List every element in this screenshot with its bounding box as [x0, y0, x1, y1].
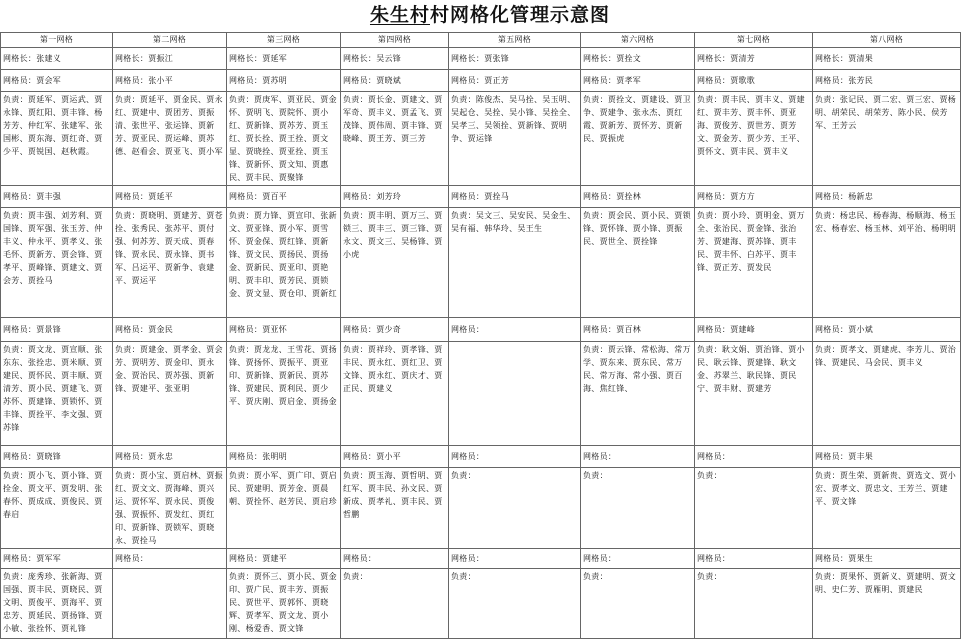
grid-row [1, 468, 961, 549]
grid-member-cell[interactable]: 网格员：贾建平 [227, 549, 341, 569]
grid-table [0, 32, 961, 639]
grid-member-cell[interactable]: 网格员：贾苏明 [227, 70, 341, 92]
grid-responsibility-cell[interactable]: 负责：贾小军、贾广印、贾启民、贾建明、贾芳金、贾晨朝、贾拴怀、赵芳民、贾启珍 [227, 468, 341, 549]
grid-member-cell[interactable]: 网格员：贾晓斌 [341, 70, 449, 92]
grid-member-cell[interactable]: 网格员：贾果生 [813, 549, 961, 569]
grid-responsibility-cell[interactable]: 负责：贾建金、贾孝金、贾会芳、贾明芳、贾金印、贾永金、贾治民、贾苏强、贾新锋、贾建平、张亚明 [113, 342, 227, 446]
grid-member-cell[interactable]: 网格员： [449, 549, 581, 569]
grid-row [1, 48, 961, 70]
grid-responsibility-cell[interactable]: 负责：贾小飞、贾小锋、贾拴金、贾文平、贾发明、张春怀、贾成成、贾俊民、贾春启 [1, 468, 113, 549]
grid-header-4[interactable]: 第四网格 [341, 33, 449, 48]
grid-member-cell[interactable]: 网格员：贾少奇 [341, 318, 449, 342]
grid-leader-cell[interactable]: 网格长：吴云锋 [341, 48, 449, 70]
grid-member-cell[interactable]: 网格员：张明明 [227, 446, 341, 468]
grid-row [1, 208, 961, 318]
grid-responsibility-cell[interactable]: 负责：贾果怀、贾新义、贾建明、贾文明、史仁芳、贾雁明、贾建民 [813, 569, 961, 639]
grid-responsibility-cell[interactable]: 负责：杨忠民、杨春海、杨顺海、杨玉宏、杨春宏、杨玉林、刘平治、杨明明 [813, 208, 961, 318]
grid-row [1, 92, 961, 186]
grid-header-3[interactable]: 第三网格 [227, 33, 341, 48]
grid-responsibility-cell[interactable]: 负责：贾力锋、贾宣印、张新文、贾亚锋、贾小军、贾雪怀、贾金保、贾红锋、贾新锋、贾文民、贾扬民、贾扬金、贾新民、贾亚印、贾艳明、贾丰印、贾芳民、贾锁金、贾文显、贾仓印、贾新红 [227, 208, 341, 318]
grid-member-cell[interactable]: 网格员：贾建峰 [695, 318, 813, 342]
grid-row [1, 70, 961, 92]
grid-responsibility-cell[interactable]: 负责：贾云锋、常松海、常万学、贾东来、贾东民、常万民、常万海、常小强、贾百海、焦红锋、 [581, 342, 695, 446]
grid-member-cell[interactable]: 网格员：贾晓锋 [1, 446, 113, 468]
grid-leader-cell[interactable]: 网格长：贾张锋 [449, 48, 581, 70]
grid-member-cell[interactable]: 网格员：贾小斌 [813, 318, 961, 342]
grid-leader-cell[interactable]: 网格长：贾振江 [113, 48, 227, 70]
grid-responsibility-cell[interactable]: 负责：贾丰强、刘芳利、贾国锋、贾军强、张玉芳、仲丰义、仲永平、贾孝义、张毛怀、贾新芳、贾会锋、贾孝平、贾峰锋、贾建文、贾会芳、贾拴马 [1, 208, 113, 318]
grid-member-cell[interactable]: 网格员：贾百林 [581, 318, 695, 342]
grid-responsibility-cell[interactable]: 负责：庞秀珍、张新海、贾国强、贾丰民、贾晓民、贾文明、贾俊平、贾海平、贾忠芳、贾延民、贾扬锋、贾小敏、张拴怀、贾礼锋 [1, 569, 113, 639]
grid-member-cell[interactable]: 网格员： [581, 549, 695, 569]
grid-row [1, 446, 961, 468]
grid-responsibility-cell[interactable]: 负责：贾庚军、贾亚民、贾金怀、贾明飞、贾院怀、贾小红、贾新锋、贾苏芳、贾玉红、贾长拴、贾王拴、贾文显、贾晓拴、贾亚拴、贾玉锋、贾新怀、贾文知、贾惠民、贾丰民、贾聚锋 [227, 92, 341, 186]
grid-leader-cell[interactable]: 网格长：贾清芳 [695, 48, 813, 70]
grid-member-cell[interactable]: 网格员：贾会军 [1, 70, 113, 92]
sheet-title [350, 0, 610, 30]
grid-responsibility-cell[interactable] [113, 569, 227, 639]
grid-responsibility-cell[interactable]: 负责：贾小玲、贾明金、贾万全、张治民、贾金锋、张治芳、贾建海、贾苏锋、贾丰民、贾丰怀、白苏平、贾丰锋、贾正芳、贾发民 [695, 208, 813, 318]
grid-row [1, 342, 961, 446]
village-name: 朱生村 [369, 4, 430, 26]
grid-member-cell[interactable]: 网格员：张芳民 [813, 70, 961, 92]
grid-member-cell[interactable]: 网格员：贾丰强 [1, 186, 113, 208]
grid-responsibility-cell[interactable]: 负责：贾生荣、贾新贵、贾选文、贾小宏、贾孝文、贾忠文、王芳兰、贾建平、贾文锋 [813, 468, 961, 549]
grid-member-cell[interactable]: 网格员：贾百平 [227, 186, 341, 208]
grid-responsibility-cell[interactable]: 负责：贾玉海、贾哲明、贾红军、贾丰民、孙文民、贾新成、贾孝礼、贾丰民、贾哲鹏 [341, 468, 449, 549]
grid-member-cell[interactable]: 网格员：贾永忠 [113, 446, 227, 468]
grid-leader-cell[interactable]: 网格长：贾延军 [227, 48, 341, 70]
grid-responsibility-cell[interactable]: 负责：贾孝文、贾建虎、李芳儿、贾治锋、贾建民、马会民、贾丰义 [813, 342, 961, 446]
grid-responsibility-cell[interactable]: 负责： [695, 468, 813, 549]
grid-row [1, 186, 961, 208]
grid-member-cell[interactable]: 网格员：贾拴林 [581, 186, 695, 208]
grid-responsibility-cell[interactable]: 负责：贾祥玲、贾孝锋、贾丰民、贾永红、贾红卫、贾文锋、贾永红、贾庆才、贾正民、贾建义 [341, 342, 449, 446]
grid-member-cell[interactable]: 网格员：贾军军 [1, 549, 113, 569]
grid-responsibility-cell[interactable]: 负责：贾会民、贾小民、贾锁锋、贾怀锋、贾小锋、贾振民、贾世全、贾拴锋 [581, 208, 695, 318]
grid-responsibility-cell[interactable]: 负责： [581, 569, 695, 639]
grid-responsibility-cell[interactable]: 负责： [449, 569, 581, 639]
grid-row [1, 549, 961, 569]
grid-header-5[interactable]: 第五网格 [449, 33, 581, 48]
grid-leader-cell[interactable]: 网格长：张建义 [1, 48, 113, 70]
grid-member-cell[interactable]: 网格员： [341, 549, 449, 569]
grid-member-cell[interactable]: 网格员：贾孝军 [581, 70, 695, 92]
grid-responsibility-cell[interactable]: 负责：贾长金、贾建文、贾军奇、贾丰义、贾孟飞、贾茂锋、贾伟周、贾丰锋、贾晓峰、贾王芳、贾三芳 [341, 92, 449, 186]
grid-row [1, 569, 961, 639]
grid-responsibility-cell[interactable]: 负责： [449, 468, 581, 549]
grid-responsibility-cell[interactable]: 负责：张记民、贾二宏、贾三宏、贾杨明、胡荣民、胡荣芳、陈小民、侯芳军、王芳云 [813, 92, 961, 186]
grid-responsibility-cell[interactable]: 负责：贾丰民、贾丰义、贾建红、贾丰芳、贾丰怀、贾亚海、贾俊芳、贾世芳、贾芳文、贾金芳、贾少芳、王平、贾怀文、贾丰民、贾丰义 [695, 92, 813, 186]
grid-responsibility-cell[interactable]: 负责：贾延平、贾金民、贾永红、贾建中、贾团芳、贾振清、张世平、张运锋、贾新芳、贾亚民、贾运峰、贾苏德、赵看会、贾亚飞、贾小军 [113, 92, 227, 186]
grid-responsibility-cell[interactable]: 负责：贾文龙、贾宣顺、张东东、张拴忠、贾米顺、贾建民、贾怀民、贾丰顺、贾清芳、贾小民、贾建飞、贾苏怀、贾建锋、贾锁怀、贾丰锋、贾拴平、李文强、贾苏锋 [1, 342, 113, 446]
grid-responsibility-cell[interactable]: 负责： [695, 569, 813, 639]
grid-member-cell[interactable]: 网格员： [449, 446, 581, 468]
grid-leader-cell[interactable]: 网格长：贾拴文 [581, 48, 695, 70]
grid-member-cell[interactable]: 网格员：贾拴马 [449, 186, 581, 208]
grid-responsibility-cell[interactable]: 负责：贾怀三、贾小民、贾金印、贾广民、贾丰芳、贾振民、贾世平、贾郭怀、贾晓辉、贾孝军、贾文龙、贾小刚、杨爱香、贾文锋 [227, 569, 341, 639]
grid-responsibility-cell[interactable]: 负责：耿文娟、贾治锋、贾小民、耿云锋、贾建锋、耿文金、苏翠兰、耿民锋、贾民宁、贾丰财、贾建芳 [695, 342, 813, 446]
title-text: 村网格化管理示意图 [430, 4, 611, 26]
grid-responsibility-cell[interactable]: 负责：陈俊杰、吴马拴、吴玉明、吴起仓、吴拴、吴小锋、吴拴全、吴孝三、吴领拴、贾新锋、贾明争、贾运锋 [449, 92, 581, 186]
grid-member-cell[interactable]: 网格员： [449, 318, 581, 342]
grid-member-cell[interactable]: 网格员：贾延平 [113, 186, 227, 208]
grid-member-cell[interactable]: 网格员：贾歌歌 [695, 70, 813, 92]
grid-responsibility-cell[interactable]: 负责：吴文三、吴安民、吴金生、吴有福、韩华玲、吴王生 [449, 208, 581, 318]
grid-member-cell[interactable]: 网格员：贾正芳 [449, 70, 581, 92]
grid-member-cell[interactable]: 网格员： [581, 446, 695, 468]
grid-header-6[interactable]: 第六网格 [581, 33, 695, 48]
grid-header-2[interactable]: 第二网格 [113, 33, 227, 48]
grid-member-cell[interactable]: 网格员： [695, 549, 813, 569]
grid-responsibility-cell[interactable]: 负责：贾拴文、贾建设、贾卫争、贾建争、张永杰、贾红霞、贾新芳、贾怀芳、贾新民、贾振虎 [581, 92, 695, 186]
grid-member-cell[interactable]: 网格员：贾方方 [695, 186, 813, 208]
grid-responsibility-cell[interactable]: 负责：贾小宝、贾启林、贾振红、贾文文、贾海峰、贾兴运、贾怀军、贾永民、贾俊强、贾振怀、贾发红、贾红印、贾新锋、贾锁军、贾晓永、贾拴马 [113, 468, 227, 549]
header-row [1, 33, 961, 48]
grid-header-1[interactable]: 第一网格 [1, 33, 113, 48]
grid-responsibility-cell[interactable]: 负责：贾丰明、贾万三、贾锁三、贾丰三、贾三锋、贾永文、贾文三、吴杨锋、贾小虎 [341, 208, 449, 318]
grid-header-8[interactable]: 第八网格 [813, 33, 961, 48]
grid-member-cell[interactable]: 网格员：贾金民 [113, 318, 227, 342]
grid-responsibility-cell[interactable]: 负责：贾龙龙、王雪花、贾扬锋、贾扬怀、贾振平、贾亚印、贾新锋、贾新民、贾苏锋、贾建民、贾利民、贾少平、贾庆刚、贾启金、贾扬金 [227, 342, 341, 446]
grid-member-cell[interactable]: 网格员：张小平 [113, 70, 227, 92]
grid-responsibility-cell[interactable]: 负责： [341, 569, 449, 639]
grid-member-cell[interactable]: 网格员：杨新忠 [813, 186, 961, 208]
grid-responsibility-cell[interactable]: 负责：贾晓明、贾建芳、贾苍拴、张秀民、张苏平、贾付强、何苏芳、贾天成、贾春锋、贾永民、贾永锋、贾书军、吕运平、贾新争、袁建平、贾运平 [113, 208, 227, 318]
grid-member-cell[interactable]: 网格员： [695, 446, 813, 468]
grid-responsibility-cell[interactable] [449, 342, 581, 446]
grid-responsibility-cell[interactable]: 负责：贾延军、贾运武、贾永锋、贾红阳、贾丰锋、杨芳芳、仲红军、张建军、张国彬、贾东海、贾红奇、贾少平、贾锐国、赵秋霞。 [1, 92, 113, 186]
grid-leader-cell[interactable]: 网格长：贾清果 [813, 48, 961, 70]
grid-member-cell[interactable]: 网格员：贾丰果 [813, 446, 961, 468]
grid-responsibility-cell[interactable]: 负责： [581, 468, 695, 549]
grid-header-7[interactable]: 第七网格 [695, 33, 813, 48]
grid-member-cell[interactable]: 网格员：贾小平 [341, 446, 449, 468]
grid-member-cell[interactable]: 网格员：刘芳玲 [341, 186, 449, 208]
grid-row [1, 318, 961, 342]
title-row [0, 0, 960, 32]
grid-member-cell[interactable]: 网格员：贾景锋 [1, 318, 113, 342]
grid-member-cell[interactable]: 网格员：贾亚怀 [227, 318, 341, 342]
grid-member-cell[interactable]: 网格员： [113, 549, 227, 569]
